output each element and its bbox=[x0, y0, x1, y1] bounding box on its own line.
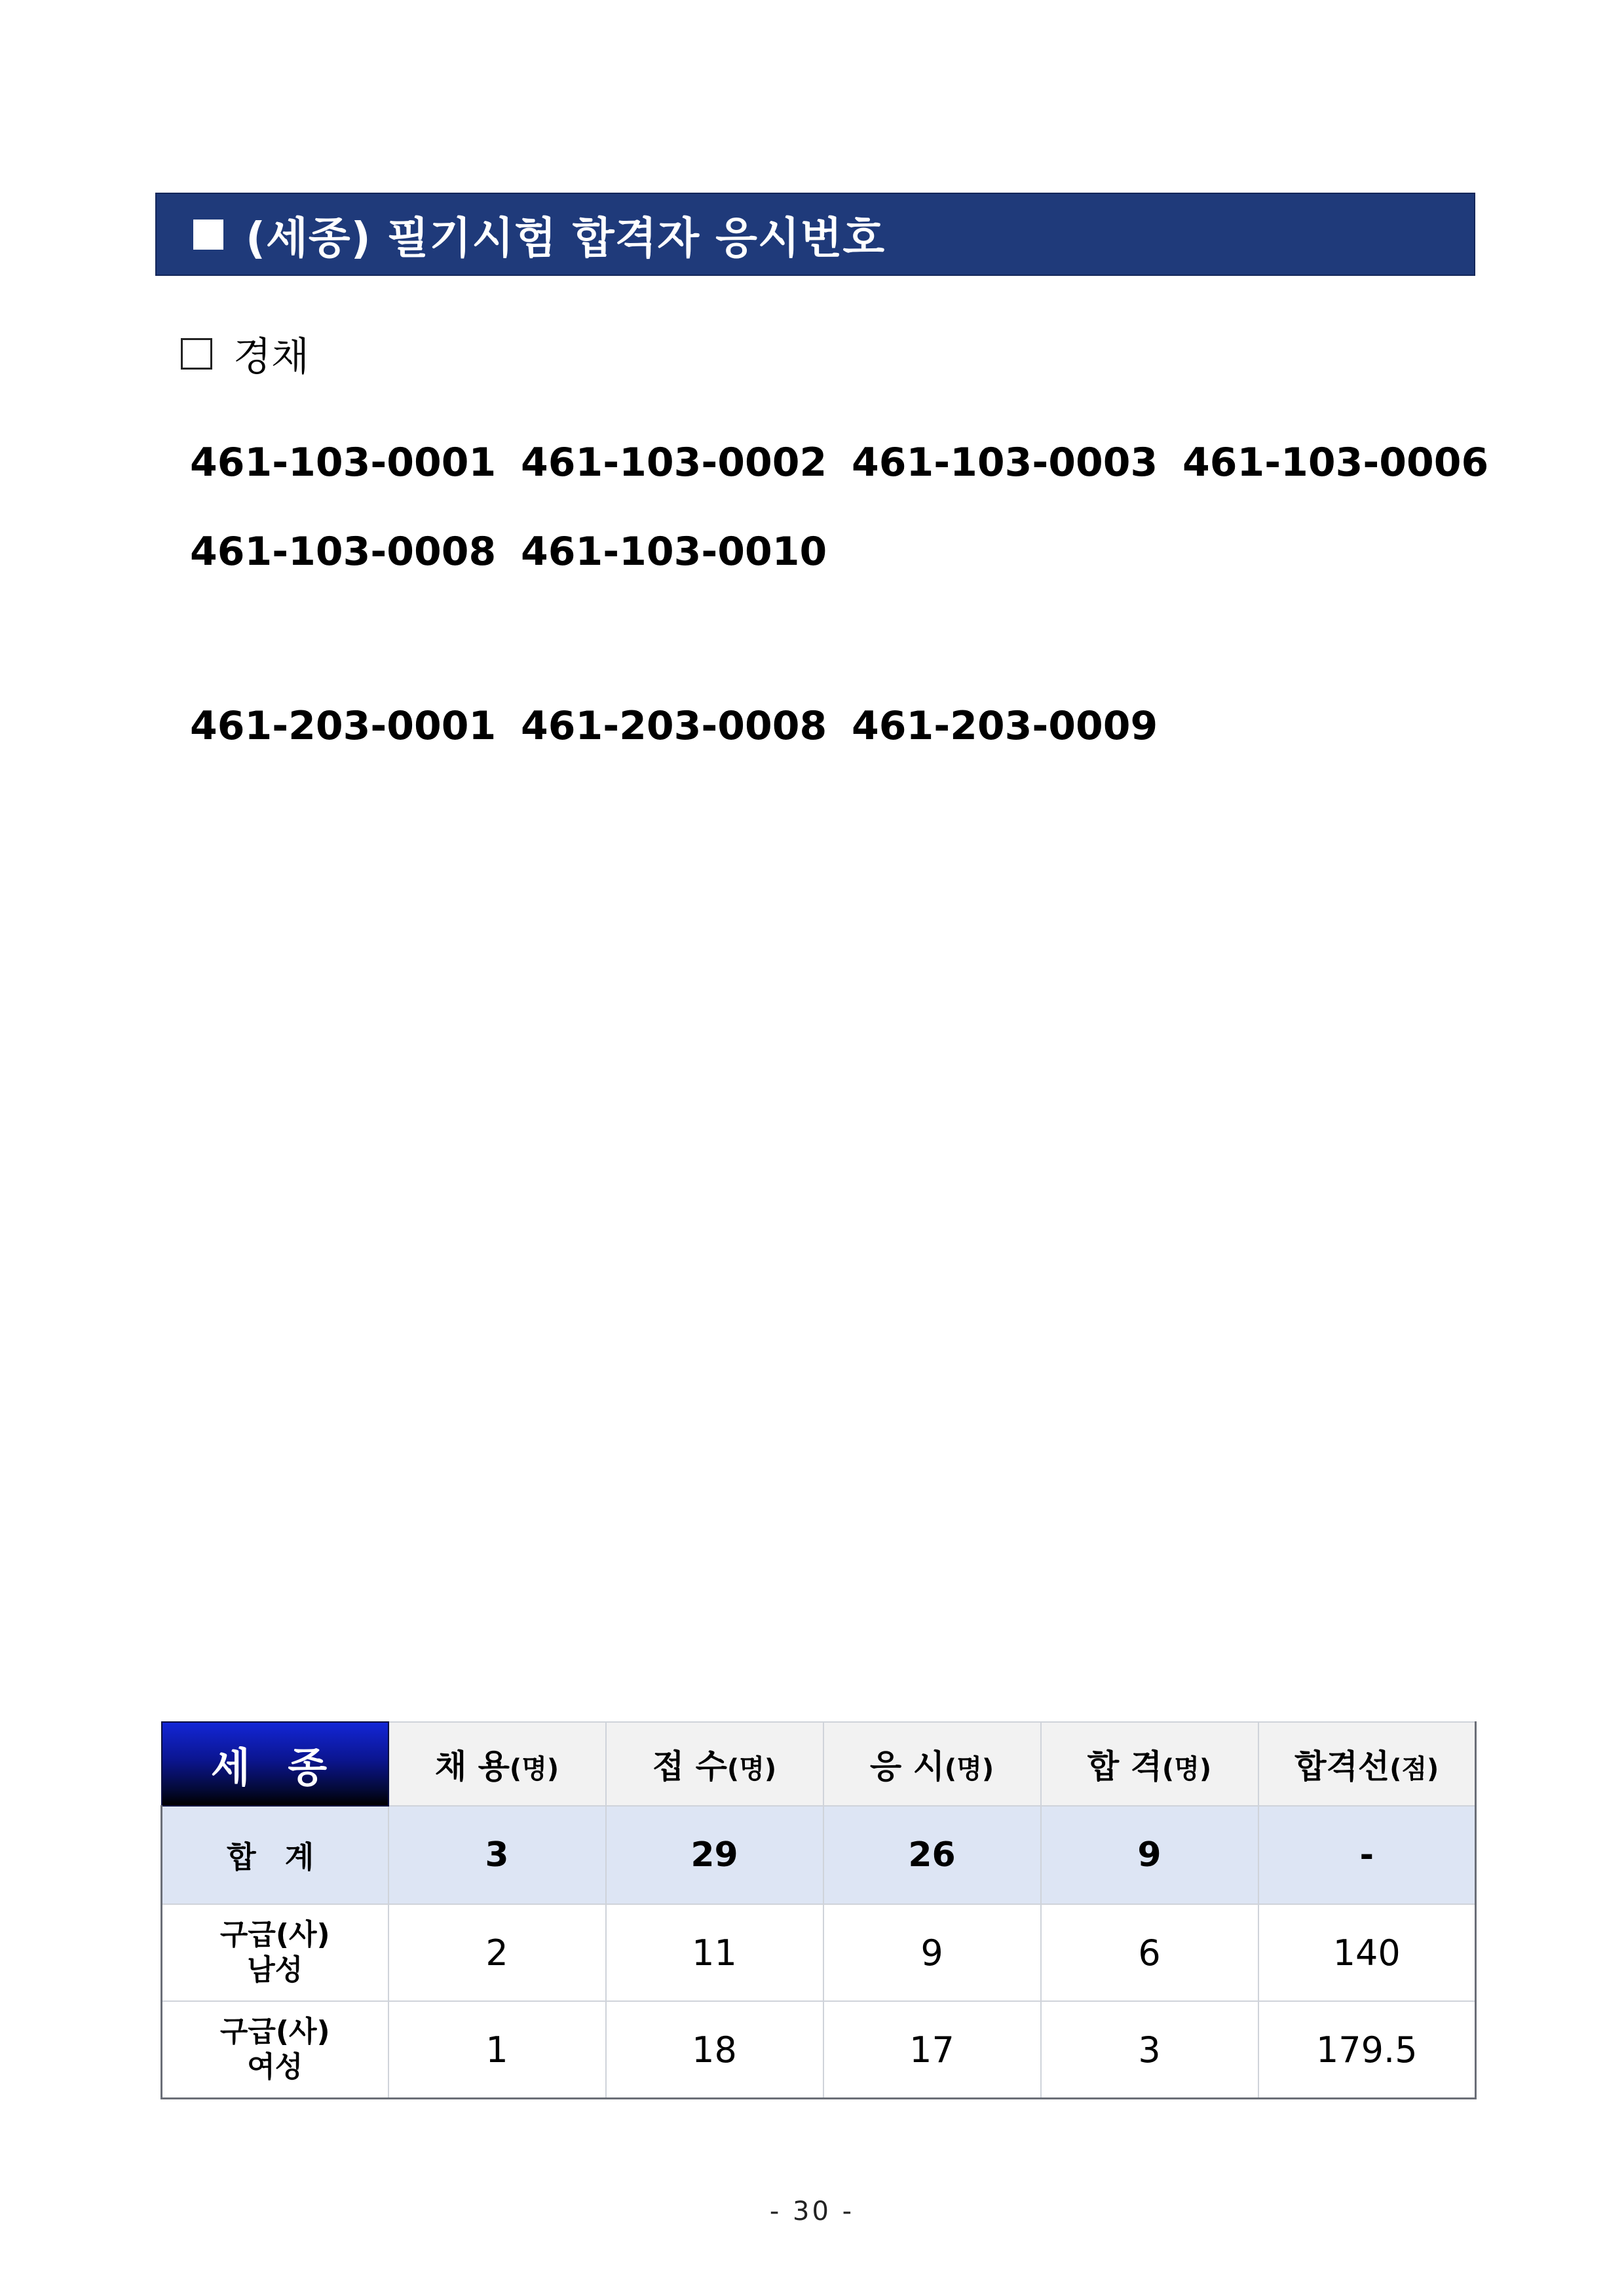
table-header-row bbox=[162, 1722, 1476, 1806]
table-cell: 2 bbox=[388, 1904, 606, 2001]
row-label-line1: 구급(사) bbox=[219, 1918, 330, 1951]
table-cell: 18 bbox=[606, 2001, 823, 2099]
table-cell: 26 bbox=[823, 1806, 1041, 1904]
table-cell: 3 bbox=[1041, 2001, 1258, 2099]
exam-number: 461-103-0010 bbox=[521, 529, 827, 575]
exam-number-list-1 bbox=[190, 438, 1513, 577]
square-bullet-icon bbox=[193, 220, 223, 250]
table-cell: 29 bbox=[606, 1806, 823, 1904]
statistics-table bbox=[161, 1721, 1477, 2099]
exam-number-list-2 bbox=[190, 701, 1513, 751]
section-title: (세종) 필기시험 합격자 응시번호 bbox=[246, 213, 886, 263]
table-row bbox=[162, 1904, 1476, 2001]
header-label: 응 시 bbox=[869, 1748, 945, 1786]
header-label: 합격선 bbox=[1294, 1748, 1390, 1786]
header-unit: (점) bbox=[1389, 1754, 1439, 1784]
table-cell: 11 bbox=[606, 1904, 823, 2001]
header-cutoff bbox=[1258, 1722, 1476, 1806]
exam-number: 461-203-0009 bbox=[852, 703, 1158, 749]
total-label: 합 계 bbox=[162, 1806, 388, 1904]
exam-number: 461-103-0008 bbox=[190, 529, 497, 575]
table-total-row bbox=[162, 1806, 1476, 1904]
table-cell: - bbox=[1258, 1806, 1476, 1904]
header-label: 채 용 bbox=[434, 1748, 510, 1786]
header-unit: (명) bbox=[727, 1754, 777, 1784]
exam-number: 461-103-0006 bbox=[1182, 440, 1489, 486]
exam-number: 461-203-0008 bbox=[521, 703, 827, 749]
table-cell: 17 bbox=[823, 2001, 1041, 2099]
header-unit: (명) bbox=[509, 1754, 559, 1784]
category-label: 경채 bbox=[233, 334, 309, 380]
row-label-line2: 남성 bbox=[247, 1953, 303, 1987]
table-cell: 9 bbox=[823, 1904, 1041, 2001]
table-cell: 6 bbox=[1041, 1904, 1258, 2001]
table-row bbox=[162, 2001, 1476, 2099]
section-title-bar bbox=[155, 193, 1475, 276]
empty-checkbox-icon bbox=[181, 338, 212, 370]
table-cell: 1 bbox=[388, 2001, 606, 2099]
header-label: 접 수 bbox=[652, 1748, 727, 1786]
row-label-line1: 구급(사) bbox=[219, 2015, 330, 2048]
page-number: - 30 - bbox=[769, 2196, 855, 2227]
exam-number: 461-103-0001 bbox=[190, 440, 497, 486]
exam-number: 461-103-0003 bbox=[852, 440, 1158, 486]
table-cell: 3 bbox=[388, 1806, 606, 1904]
table-cell: 140 bbox=[1258, 1904, 1476, 2001]
header-applied bbox=[606, 1722, 823, 1806]
header-tested bbox=[823, 1722, 1041, 1806]
row-label bbox=[162, 1904, 388, 2001]
row-label bbox=[162, 2001, 388, 2099]
table-cell: 9 bbox=[1041, 1806, 1258, 1904]
table-corner-cell: 세 종 bbox=[162, 1722, 388, 1806]
header-label: 합 격 bbox=[1087, 1748, 1162, 1786]
exam-number: 461-103-0002 bbox=[521, 440, 827, 486]
header-hiring bbox=[388, 1722, 606, 1806]
header-unit: (명) bbox=[1161, 1754, 1212, 1784]
row-label-line2: 여성 bbox=[247, 2050, 303, 2084]
header-unit: (명) bbox=[944, 1754, 994, 1784]
exam-number: 461-203-0001 bbox=[190, 703, 497, 749]
header-passed bbox=[1041, 1722, 1258, 1806]
table-cell: 179.5 bbox=[1258, 2001, 1476, 2099]
category-heading bbox=[181, 328, 309, 380]
